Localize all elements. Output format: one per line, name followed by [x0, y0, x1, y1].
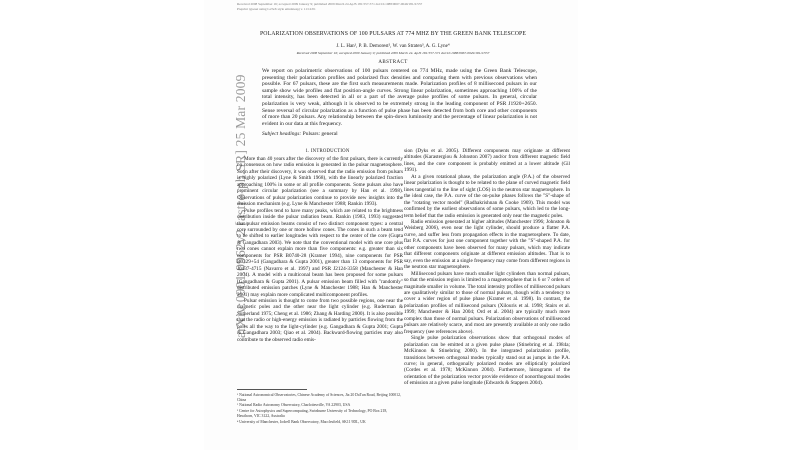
- subject-headings-value: Pulsars: general: [302, 131, 338, 137]
- viewer-margin-left: [0, 0, 204, 450]
- journal-header-line: Received 2008 September 16; accepted 2009 January 9; published 2009 March 24 ApJS 181:557-571 doi:10.1088/0067-0049/181/2/557: [237, 2, 423, 6]
- body-paragraph: Radio emission generated at higher altitudes (Manchester 1996; Johnston & Weisberg 2006), even near the light cylinder, should produce a flatter P.A. curve, and suffer less from propagation effects in the magnetosphere. To date, flat P.A. curves for just one component together with the "S"-shaped P.A. for other components have been observed for many pulsars, which may indicate that different components originate at different emission altitudes. That is to say, even the emission at a single frequency may come from different regions in the neutron star magnetosphere.: [404, 218, 570, 271]
- body-paragraph: Single pulse polarization observations show that orthogonal modes of polarization can be emitted at a given pulse phase (Stinebring et al. 1984a; McKinnon & Stinebring 2000). In the integrated polarization profile, transitions between orthogonal modes typically stand out as jumps in the P.A. curve; in general, orthogonally polarized modes are elliptically polarized (Cordes et al. 1978; McKinnon 2004). Furthermore, histograms of the orientation of the polarization vector provide evidence of nonorthogonal modes of emission at a given pulse longitude (Edwards & Stappers 2004).: [404, 335, 570, 387]
- body-paragraph: At a given rotational phase, the polarization angle (P.A.) of the observed linear polarization is thought to be related to the plane of curved magnetic field lines tangential to the line of sight (LOS) in the neutron star magnetosphere. In the ideal case, the P.A. curve of the on-pulse phases follows the "S"-shape of the "rotating vector model" (Radhakrishnan & Cooke 1969). This model was confirmed by the earliest observations of some pulsars, which led to the long-term belief that the radio emission is generated only near the magnetic poles.: [404, 173, 570, 219]
- viewer-margin-right: [578, 0, 800, 450]
- body-column-right: [404, 148, 570, 450]
- author-list: J. L. Han¹, P. B. Demorest², W. van Straten³, A. G. Lyne⁴: [336, 44, 450, 49]
- body-paragraph: More than 40 years after the discovery of the first pulsars, there is currently no consensus on how radio emission is generated in the pulsar magnetosphere. Soon after their discovery, it was observed that the radio emission from pulsars is highly polarized (Lyne & Smith 1968), with the linearly polarized fraction approaching 100% in some or all profile components. Some pulsars also have prominent circular polarization (see a summary by Han et al. 1998). Observations of pulsar polarization continue to provide new insights into the emission mechanism (e.g. Lyne & Manchester 1988; Rankin 1993).: [237, 156, 403, 208]
- footnotes: [237, 393, 403, 425]
- section-heading-introduction: 1. INTRODUCTION: [305, 149, 350, 154]
- footnote: ⁴ University of Manchester, Jodrell Bank Observatory, Macclesfield, SK11 9DL, UK: [237, 419, 366, 424]
- paper-title: POLARIZATION OBSERVATIONS OF 100 PULSARS AT 774 MHZ BY THE GREEN BANK TELESCOPE: [259, 31, 527, 37]
- footnote: ¹ National Astronomical Observatories, Chinese Academy of Sciences, Jia 20 DaTun Road, Beijing 100012, China: [237, 393, 401, 402]
- preprint-line: Preprint typeset using LaTeX style emulateapj v. 11/12/01: [237, 7, 316, 11]
- body-paragraph: sion (Dyks et al. 2005). Different components may originate at different altitudes (Karastergiou & Johnston 2007) and/or from different magnetic field lines, and the core component is probably emitted at a lower altitude (Gil 1991).: [404, 148, 570, 174]
- arxiv-stamp: arXiv:0901.0962v2 [astro-ph.SR] 25 Mar 2009: [233, 74, 248, 338]
- subject-headings: [262, 131, 537, 137]
- body-paragraph: Pulse profiles tend to have many peaks, which are related to the brightness distribution inside the pulsar radiation beam. Rankin (1983, 1993) suggested that pulsar emission beams consist of two distinct component types: a central core surrounded by one or more hollow cones. The cones in such a beam tend to be shifted to earlier longitudes with respect to the center of the core (Gupta & Gangadhara 2003). We note that the conventional model with one core plus two cones cannot explain more than five components: e.g. greater than six components for PSR B0740-28 (Kramer 1994), nine components for PSR B0329+54 (Gangadhara & Gupta 2001), greater than 13 components for PSR J0437-4715 (Navarro et al. 1997) and PSR J2124-3358 (Manchester & Han 2004). A model with a multiconal beam has been proposed for some pulsars (Gangadhara & Gupta 2001). A pulsar emission beam filled with "randomly" distributed emission patches (Lyne & Manchester 1988; Han & Manchester 2001) may explain more complicated multicomponent profiles.: [237, 207, 403, 298]
- received-line: Received 2008 September 16; accepted 2009 January 9; published 2009 March 24. ApJS 181:557-571 doi:10.1088/0067-0049/181/2/557: [296, 50, 490, 55]
- abstract-heading: ABSTRACT: [378, 60, 408, 65]
- footnote: ³ Centre for Astrophysics and Supercomputing, Swinburne University of Technology, PO Box 218, Hawthorn, VIC 3122, Australia: [237, 409, 388, 418]
- abstract-text: We report on polarimetric observations of 100 pulsars centered on 774 MHz, made using the Green Bank Telescope, presenting their polarization profiles and polarized flux densities and comparing them with previous observations when possible. For 67 pulsars, these are the first such measurements made. Polarization profiles of 8 millisecond pulsars in our sample show wide profiles and flat position-angle curves. Strong linear polarization, sometimes approaching 100% of the total intensity, has been detected in all or a part of the average pulse profiles of some pulsars. In general, circular polarization is very weak, although it is observed to be extremely strong in the leading component of PSR J1920+2650. Sense reversal of circular polarization as a function of pulse phase has been detected from both core and other components of more than 20 pulsars. Any relationship between the spin-down luminosity and the percentage of linear polarization is not evident in our data at this frequency.: [262, 68, 537, 127]
- body-paragraph: Pulsar emission is thought to come from two possible regions, one near the magnetic poles and the other near the light cylinder (e.g. Ruderman & Sutherland 1975; Cheng et al. 1986; Zhang & Harding 2000). It is also possible that the radio or high-energy emission is radiated by particles flowing from the poles all the way to the light-cylinder (e.g. Gangadhara & Gupta 2001; Gupta & Gangadhara 2003; Qiao et al. 2004). Backward-flowing particles may also contribute to the observed radio emis-: [237, 297, 403, 343]
- footnote: ² National Radio Astronomy Observatory, Charlottesville, VA 22903, USA: [237, 403, 351, 408]
- footnote-rule: [237, 389, 307, 390]
- body-column-left: [237, 156, 403, 382]
- subject-headings-label: Subject headings:: [262, 131, 302, 137]
- body-paragraph: Millisecond pulsars have much smaller light cylinders than normal pulsars, so that the emission region is limited to a magnetosphere that is 6 or 7 orders of magnitude smaller in volume. The total intensity profiles of millisecond pulsars are qualitatively similar to those of normal pulsars, though with a tendency to cover a wider region of pulse phase (Kramer et al. 1998). In contrast, the polarization profiles of millisecond pulsars (Xilouris et al. 1998; Stairs et al. 1999; Manchester & Han 2004; Ord et al. 2004) are typically much more complex than those of normal pulsars. Polarization observations of millisecond pulsars are relatively scarce, and most are presently available at only one radio frequency (see references above).: [404, 270, 570, 335]
